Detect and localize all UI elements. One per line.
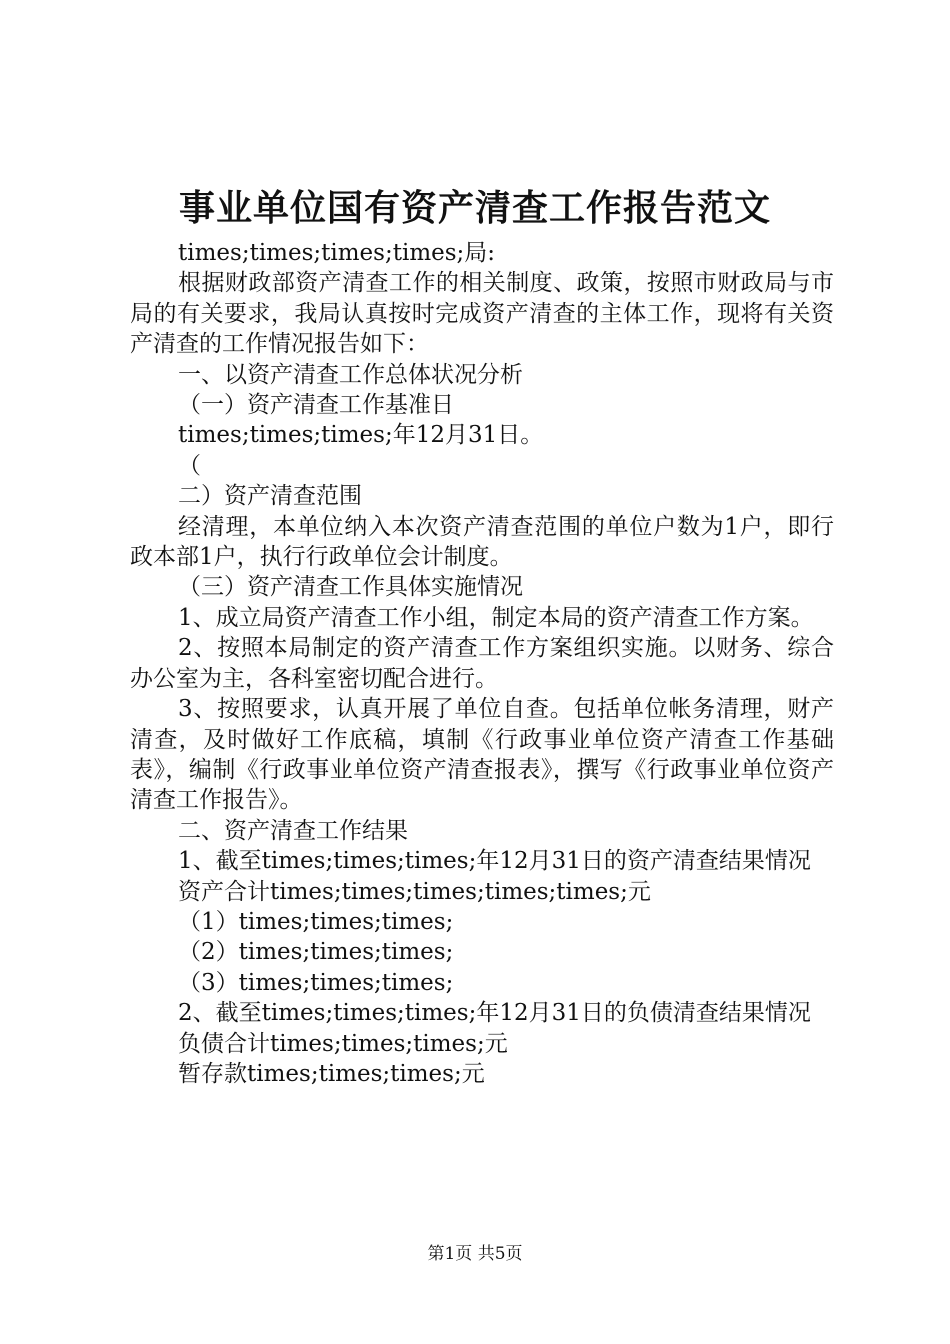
base-date-paragraph: times;times;times;年12月31日。 xyxy=(178,422,544,449)
scope-paragraph: 经清理，本单位纳入本次资产清查范围的单位户数为1户，即行政本部1户，执行行政单位会计制度。 xyxy=(130,513,834,571)
subsection-heading-3: （三）资产清查工作具体实施情况 xyxy=(178,574,523,601)
list-item: 1、成立局资产清查工作小组，制定本局的资产清查工作方案。 xyxy=(178,604,814,631)
list-item: （2）times;times;times; xyxy=(178,939,454,966)
section-heading-2: 二、资产清查工作结果 xyxy=(178,817,408,844)
subsection-heading-2: 二）资产清查范围 xyxy=(178,483,362,510)
paren-fragment: （ xyxy=(178,452,201,479)
list-item: 2、截至times;times;times;年12月31日的负债清查结果情况 xyxy=(178,1000,811,1027)
liability-total: 负债合计times;times;times;元 xyxy=(178,1030,508,1057)
list-item: 2、按照本局制定的资产清查工作方案组织实施。以财务、综合办公室为主，各科室密切配合进行。 xyxy=(130,635,834,692)
document-title: 事业单位国有资产清查工作报告范文 xyxy=(178,187,771,229)
temporary-deposit: 暂存款times;times;times;元 xyxy=(178,1060,485,1087)
intro-paragraph: 根据财政部资产清查工作的相关制度、政策，按照市财政局与市局的有关要求，我局认真按时完成资产清查的主体工作，现将有关资产清查的工作情况报告如下： xyxy=(130,270,834,358)
page-footer: 第1页 共5页 xyxy=(427,1244,523,1264)
list-item: （3）times;times;times; xyxy=(178,969,454,996)
asset-total: 资产合计times;times;times;times;times;元 xyxy=(178,878,651,905)
document-body xyxy=(130,238,834,1089)
list-item: 3、按照要求，认真开展了单位自查。包括单位帐务清理，财产清查，及时做好工作底稿，填制《行政事业单位资产清查工作基础表》，编制《行政事业单位资产清查报表》，撰写《行政事业单位资产清查工作报告》。 xyxy=(130,696,834,814)
list-item: 1、截至times;times;times;年12月31日的资产清查结果情况 xyxy=(178,848,811,875)
salutation: times;times;times;times;局: xyxy=(178,240,496,266)
subsection-heading-1: （一）资产清查工作基准日 xyxy=(178,392,454,419)
section-heading-1: 一、以资产清查工作总体状况分析 xyxy=(178,361,523,388)
list-item: （1）times;times;times; xyxy=(178,908,454,935)
